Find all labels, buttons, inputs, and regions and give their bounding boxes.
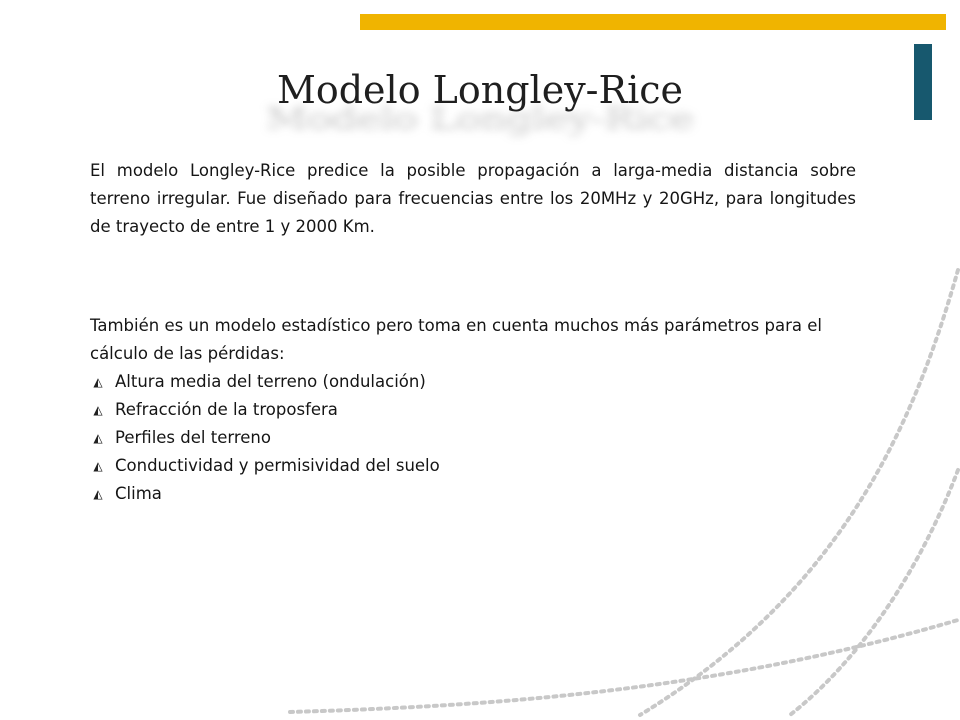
list-item	[90, 368, 440, 396]
intro-paragraph: El modelo Longley-Rice predice la posible propagación a larga-media distancia sobre terreno irregular. Fue diseñado para frecuencias entre los 20MHz y 20GHz, para longitudes de trayecto de entre 1 y 2000 Km.	[90, 161, 856, 236]
triangle-bullet-icon: ◭	[93, 459, 103, 473]
page-title: Modelo Longley-Rice	[276, 68, 684, 112]
parameters-list	[90, 368, 440, 508]
triangle-bullet-icon: ◭	[93, 431, 103, 445]
list-item	[90, 396, 440, 424]
dotted-curve-2	[790, 470, 958, 715]
title-reflection: Modelo Longley-Rice	[266, 100, 694, 138]
parameters-paragraph: También es un modelo estadístico pero toma en cuenta muchos más parámetros para el cálculo de las pérdidas:	[90, 316, 822, 363]
list-item-label: Refracción de la troposfera	[115, 400, 338, 419]
triangle-bullet-icon: ◭	[93, 375, 103, 389]
dotted-curve-3	[290, 620, 958, 712]
triangle-bullet-icon: ◭	[93, 403, 103, 417]
list-item-label: Clima	[115, 484, 162, 503]
list-item-label: Perfiles del terreno	[115, 428, 271, 447]
list-item-label: Conductividad y permisividad del suelo	[115, 456, 440, 475]
list-item	[90, 452, 440, 480]
list-item	[90, 424, 440, 452]
list-item-label: Altura media del terreno (ondulación)	[115, 372, 426, 391]
triangle-bullet-icon: ◭	[93, 487, 103, 501]
list-item	[90, 480, 440, 508]
